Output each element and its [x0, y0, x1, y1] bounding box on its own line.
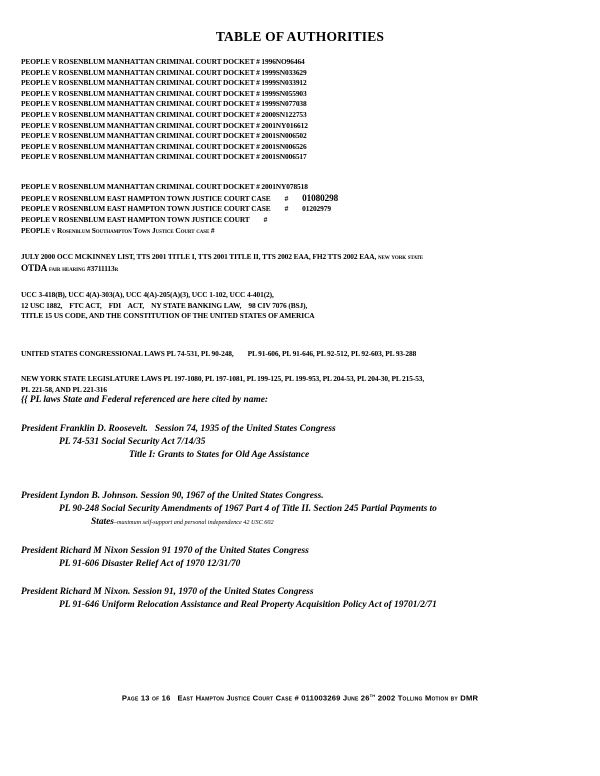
case-text: PEOPLE V ROSENBLUM EAST HAMPTON TOWN JUSTICE COURT	[21, 214, 250, 224]
congress-line: UNITED STATES CONGRESSIONAL LAWS PL 74-531, PL 90-248, PL 91-606, PL 91-646, PL 92-512, PL 92-603, PL 93-288	[21, 349, 417, 358]
southampton-case-line	[21, 225, 586, 237]
page-number: Page 13 of 16	[121, 693, 171, 703]
docket-case-line: PEOPLE V ROSENBLUM MANHATTAN CRIMINAL COURT DOCKET # 2001SN006502	[21, 131, 307, 141]
docket-case-line: PEOPLE V ROSENBLUM MANHATTAN CRIMINAL COURT DOCKET # 1999SN077038	[21, 99, 307, 109]
docket-case-line: PEOPLE V ROSENBLUM MANHATTAN CRIMINAL COURT DOCKET # 2000SN122753	[21, 109, 307, 119]
johnson-block	[21, 490, 586, 530]
pl-intro-block	[21, 394, 586, 407]
docket-case-line: PEOPLE V ROSENBLUM MANHATTAN CRIMINAL COURT DOCKET # 1999SN055903	[21, 88, 307, 98]
case-rest: Southampton Town Justice Court case #	[91, 226, 215, 236]
case-number: 01202979	[302, 204, 331, 214]
case-number: 01080298	[302, 192, 339, 203]
mckinney-line-tail: new york state	[378, 252, 423, 261]
case-hash: #	[284, 193, 289, 203]
case-text: PEOPLE V ROSENBLUM EAST HAMPTON TOWN JUSTICE COURT CASE	[21, 204, 271, 214]
law-title-line	[21, 516, 586, 529]
page-title: TABLE OF AUTHORITIES	[215, 29, 385, 44]
mckinney-line-text: JULY 2000 OCC MCKINNEY LIST, TTS 2001 TITLE I, TTS 2001 TITLE II, TTS 2002 EAA, FH2 TTS 2002 EAA,	[21, 252, 377, 261]
case-hash: #	[284, 204, 289, 214]
law-title-text: States	[91, 517, 114, 528]
president-line: President Richard M Nixon Session 91 1970 of the United States Congress	[21, 546, 309, 556]
footer-case: East Hampton Justice Court Case # 011003269 June 26	[177, 693, 370, 703]
law-line: PL 91-646 Uniform Relocation Assistance and Real Property Acquisition Policy Act of 19701/2/71	[59, 600, 437, 611]
ucc-line: 12 USC 1882, FTC ACT, FDI ACT, NY STATE BANKING LAW, 98 CIV 7076 (BSJ),	[21, 300, 308, 310]
ucc-line: TITLE 15 US CODE, AND THE CONSTITUTION OF THE UNITED STATES OF AMERICA	[21, 311, 315, 321]
docket-case-line: PEOPLE V ROSENBLUM MANHATTAN CRIMINAL COURT DOCKET # 2001SN006526	[21, 141, 307, 151]
east-hampton-case-line	[21, 215, 586, 226]
east-hampton-case-line	[21, 193, 586, 205]
law-line: PL 91-606 Disaster Relief Act of 1970 12/31/70	[59, 559, 241, 570]
nixon-2-block	[21, 586, 586, 612]
footer-case-rest: 2002 Tolling Motion by DMR	[375, 693, 479, 703]
president-line: President Lyndon B. Johnson. Session 90, 1967 of the United States Congress.	[21, 491, 324, 501]
law-line: PL 90-248 Social Security Amendments of 1967 Part 4 of Title II. Section 245 Partial Payments to	[59, 504, 437, 515]
docket-case-line: PEOPLE V ROSENBLUM MANHATTAN CRIMINAL COURT DOCKET # 2001NY078518	[21, 182, 308, 191]
nys-line: NEW YORK STATE LEGISLATURE LAWS PL 197-1080, PL 197-1081, PL 199-125, PL 199-953, PL 204-53, PL 204-30, PL 215-53,	[21, 374, 425, 383]
other-court-cases	[21, 182, 586, 237]
nys-block	[21, 374, 586, 395]
footer-case-sup: th	[369, 693, 376, 699]
roosevelt-block	[21, 423, 586, 463]
president-line: President Franklin D. Roosevelt. Session 74, 1935 of the United States Congress	[21, 424, 336, 434]
mckinney-line	[21, 263, 586, 275]
mckinney-block	[21, 252, 586, 274]
mckinney-line	[21, 252, 586, 263]
docket-case-line: PEOPLE V ROSENBLUM MANHATTAN CRIMINAL COURT DOCKET # 2001NY016612	[21, 120, 308, 130]
east-hampton-case-line	[21, 204, 586, 215]
docket-case-line: PEOPLE V ROSENBLUM MANHATTAN CRIMINAL COURT DOCKET # 1999SN033629	[21, 67, 307, 77]
case-text: PEOPLE V ROSENBLUM EAST HAMPTON TOWN JUSTICE COURT CASE	[21, 193, 271, 203]
law-title-line: Title I: Grants to States for Old Age Assistance	[129, 450, 310, 461]
case-hash: #	[263, 214, 268, 224]
nixon-1-block	[21, 545, 586, 571]
ucc-block	[21, 290, 586, 322]
law-note: –maximum self-support and personal independence 42 USC 602	[113, 519, 274, 527]
page-footer	[0, 693, 600, 703]
ucc-line: UCC 3-418(B), UCC 4(A)-303(A), UCC 4(A)-205(A)(3), UCC 1-102, UCC 4-401(2),	[21, 290, 274, 299]
otda-label: OTDA	[21, 262, 48, 273]
docket-case-line: PEOPLE V ROSENBLUM MANHATTAN CRIMINAL COURT DOCKET # 2001SN006517	[21, 152, 307, 162]
docket-case-line: PEOPLE V ROSENBLUM MANHATTAN CRIMINAL COURT DOCKET # 1999SN033912	[21, 78, 307, 88]
docket-case-line: PEOPLE V ROSENBLUM MANHATTAN CRIMINAL COURT DOCKET # 1996NO96464	[21, 57, 305, 66]
case-mid: v Rosenblum	[49, 226, 92, 236]
otda-rest: fair hearing #3711113r	[48, 263, 119, 273]
law-line: PL 74-531 Social Security Act 7/14/35	[59, 437, 206, 448]
president-line: President Richard M Nixon. Session 91, 1970 of the United States Congress	[21, 587, 314, 597]
congress-block	[21, 349, 586, 360]
nys-line: PL 221-58, AND PL 221-316	[21, 384, 107, 394]
pl-intro: {{ PL laws State and Federal referenced are here cited by name:	[21, 395, 269, 405]
case-prefix: PEOPLE	[21, 226, 50, 236]
docket-case-list	[21, 57, 586, 163]
